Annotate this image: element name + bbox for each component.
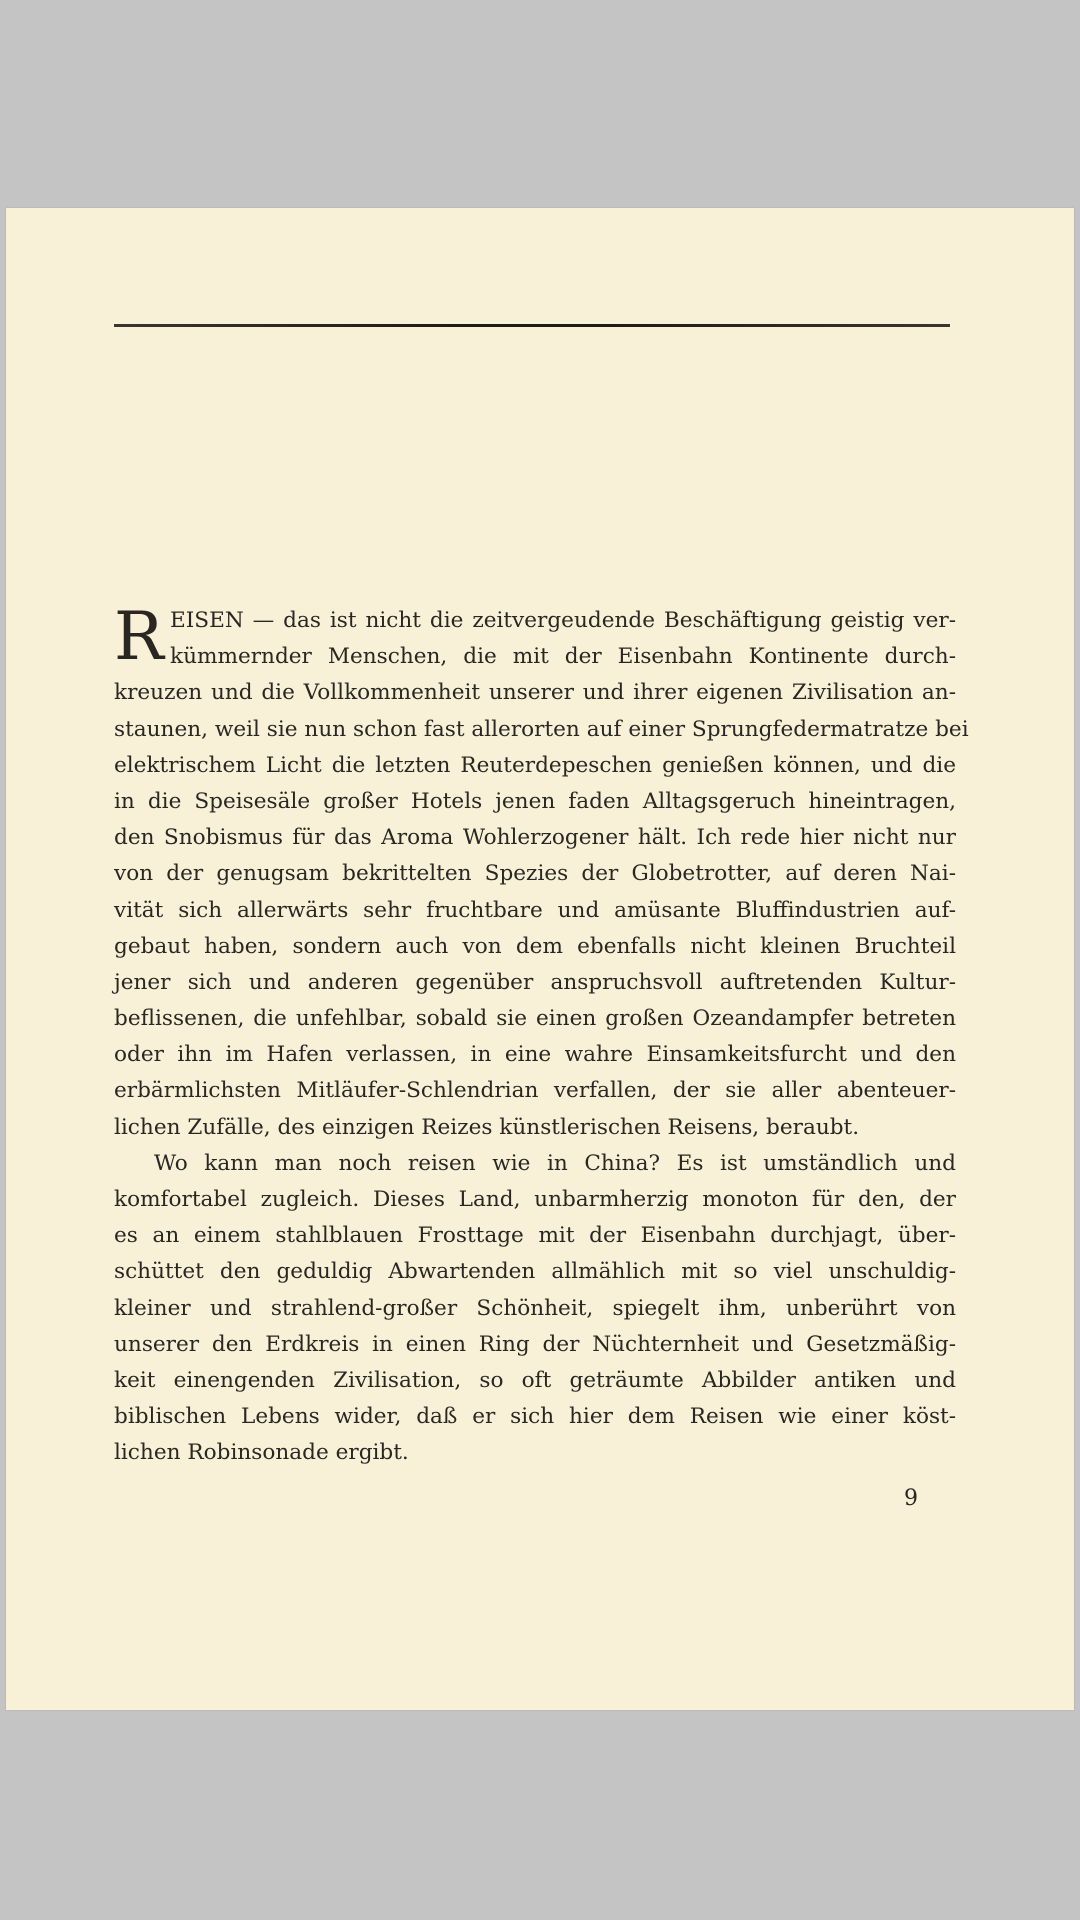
paragraph-1 bbox=[114, 675, 969, 1145]
text-line: den Snobismus für das Aroma Wohlerzogener hält. Ich rede hier nicht nur bbox=[114, 825, 956, 851]
text-line: lichen Robinsonade ergibt. bbox=[114, 1440, 409, 1466]
body-text bbox=[114, 598, 969, 1472]
header-rule bbox=[114, 324, 950, 327]
text-line: lichen Zufälle, des einzigen Reizes künstlerischen Reisens, beraubt. bbox=[114, 1114, 860, 1140]
text-line: kleiner und strahlend-großer Schönheit, spiegelt ihm, unberührt von bbox=[114, 1295, 956, 1321]
text-line: EISEN — das ist nicht die zeitvergeudende Beschäftigung geistig ver- bbox=[170, 608, 956, 633]
text-line: oder ihn im Hafen verlassen, in eine wahre Einsamkeitsfurcht und den bbox=[114, 1042, 956, 1068]
text-line: Wo kann man noch reisen wie in China? Es ist umständlich und bbox=[154, 1150, 956, 1176]
text-line: staunen, weil sie nun schon fast allerorten auf einer Sprungfedermatratze bei bbox=[114, 716, 969, 742]
text-line: schüttet den geduldig Abwartenden allmählich mit so viel unschuldig- bbox=[114, 1259, 956, 1285]
text-line: biblischen Lebens wider, daß er sich hier dem Reisen wie einer köst- bbox=[114, 1404, 956, 1430]
page-number: 9 bbox=[904, 1486, 918, 1511]
text-line: keit einengenden Zivilisation, so oft geträumte Abbilder antiken und bbox=[114, 1367, 956, 1393]
text-line: in die Speisesäle großer Hotels jenen faden Alltagsgeruch hineintragen, bbox=[114, 788, 956, 814]
text-line: komfortabel zugleich. Dieses Land, unbarmherzig monoton für den, der bbox=[114, 1187, 956, 1212]
text-line: jener sich und anderen gegenüber anspruchsvoll auftretenden Kultur- bbox=[114, 969, 956, 995]
text-line: gebaut haben, sondern auch von dem ebenfalls nicht kleinen Bruchteil bbox=[114, 933, 956, 959]
book-page bbox=[6, 208, 1074, 1710]
text-line: kümmernder Menschen, die mit der Eisenbahn Kontinente durch- bbox=[170, 644, 956, 670]
text-line: beflissenen, die unfehlbar, sobald sie einen großen Ozeandampfer betreten bbox=[114, 1006, 956, 1032]
text-line: es an einem stahlblauen Frosttage mit der Eisenbahn durchjagt, über- bbox=[114, 1223, 956, 1249]
text-line: elektrischem Licht die letzten Reuterdepeschen genießen können, und die bbox=[114, 752, 956, 778]
text-line: vität sich allerwärts sehr fruchtbare und amüsante Bluffindustrien auf- bbox=[114, 897, 956, 923]
drop-cap: R bbox=[114, 598, 164, 675]
paragraph-2 bbox=[114, 1146, 956, 1472]
text-line: kreuzen und die Vollkommenheit unserer und ihrer eigenen Zivilisation an- bbox=[114, 680, 956, 706]
opening-lines bbox=[114, 598, 956, 675]
text-line: erbärmlichsten Mitläufer-Schlendrian verfallen, der sie aller abenteuer- bbox=[114, 1078, 956, 1104]
text-line: unserer den Erdkreis in einen Ring der Nüchternheit und Gesetzmäßig- bbox=[114, 1331, 956, 1357]
text-line: von der genugsam bekrittelten Spezies der Globetrotter, auf deren Nai- bbox=[114, 861, 956, 887]
